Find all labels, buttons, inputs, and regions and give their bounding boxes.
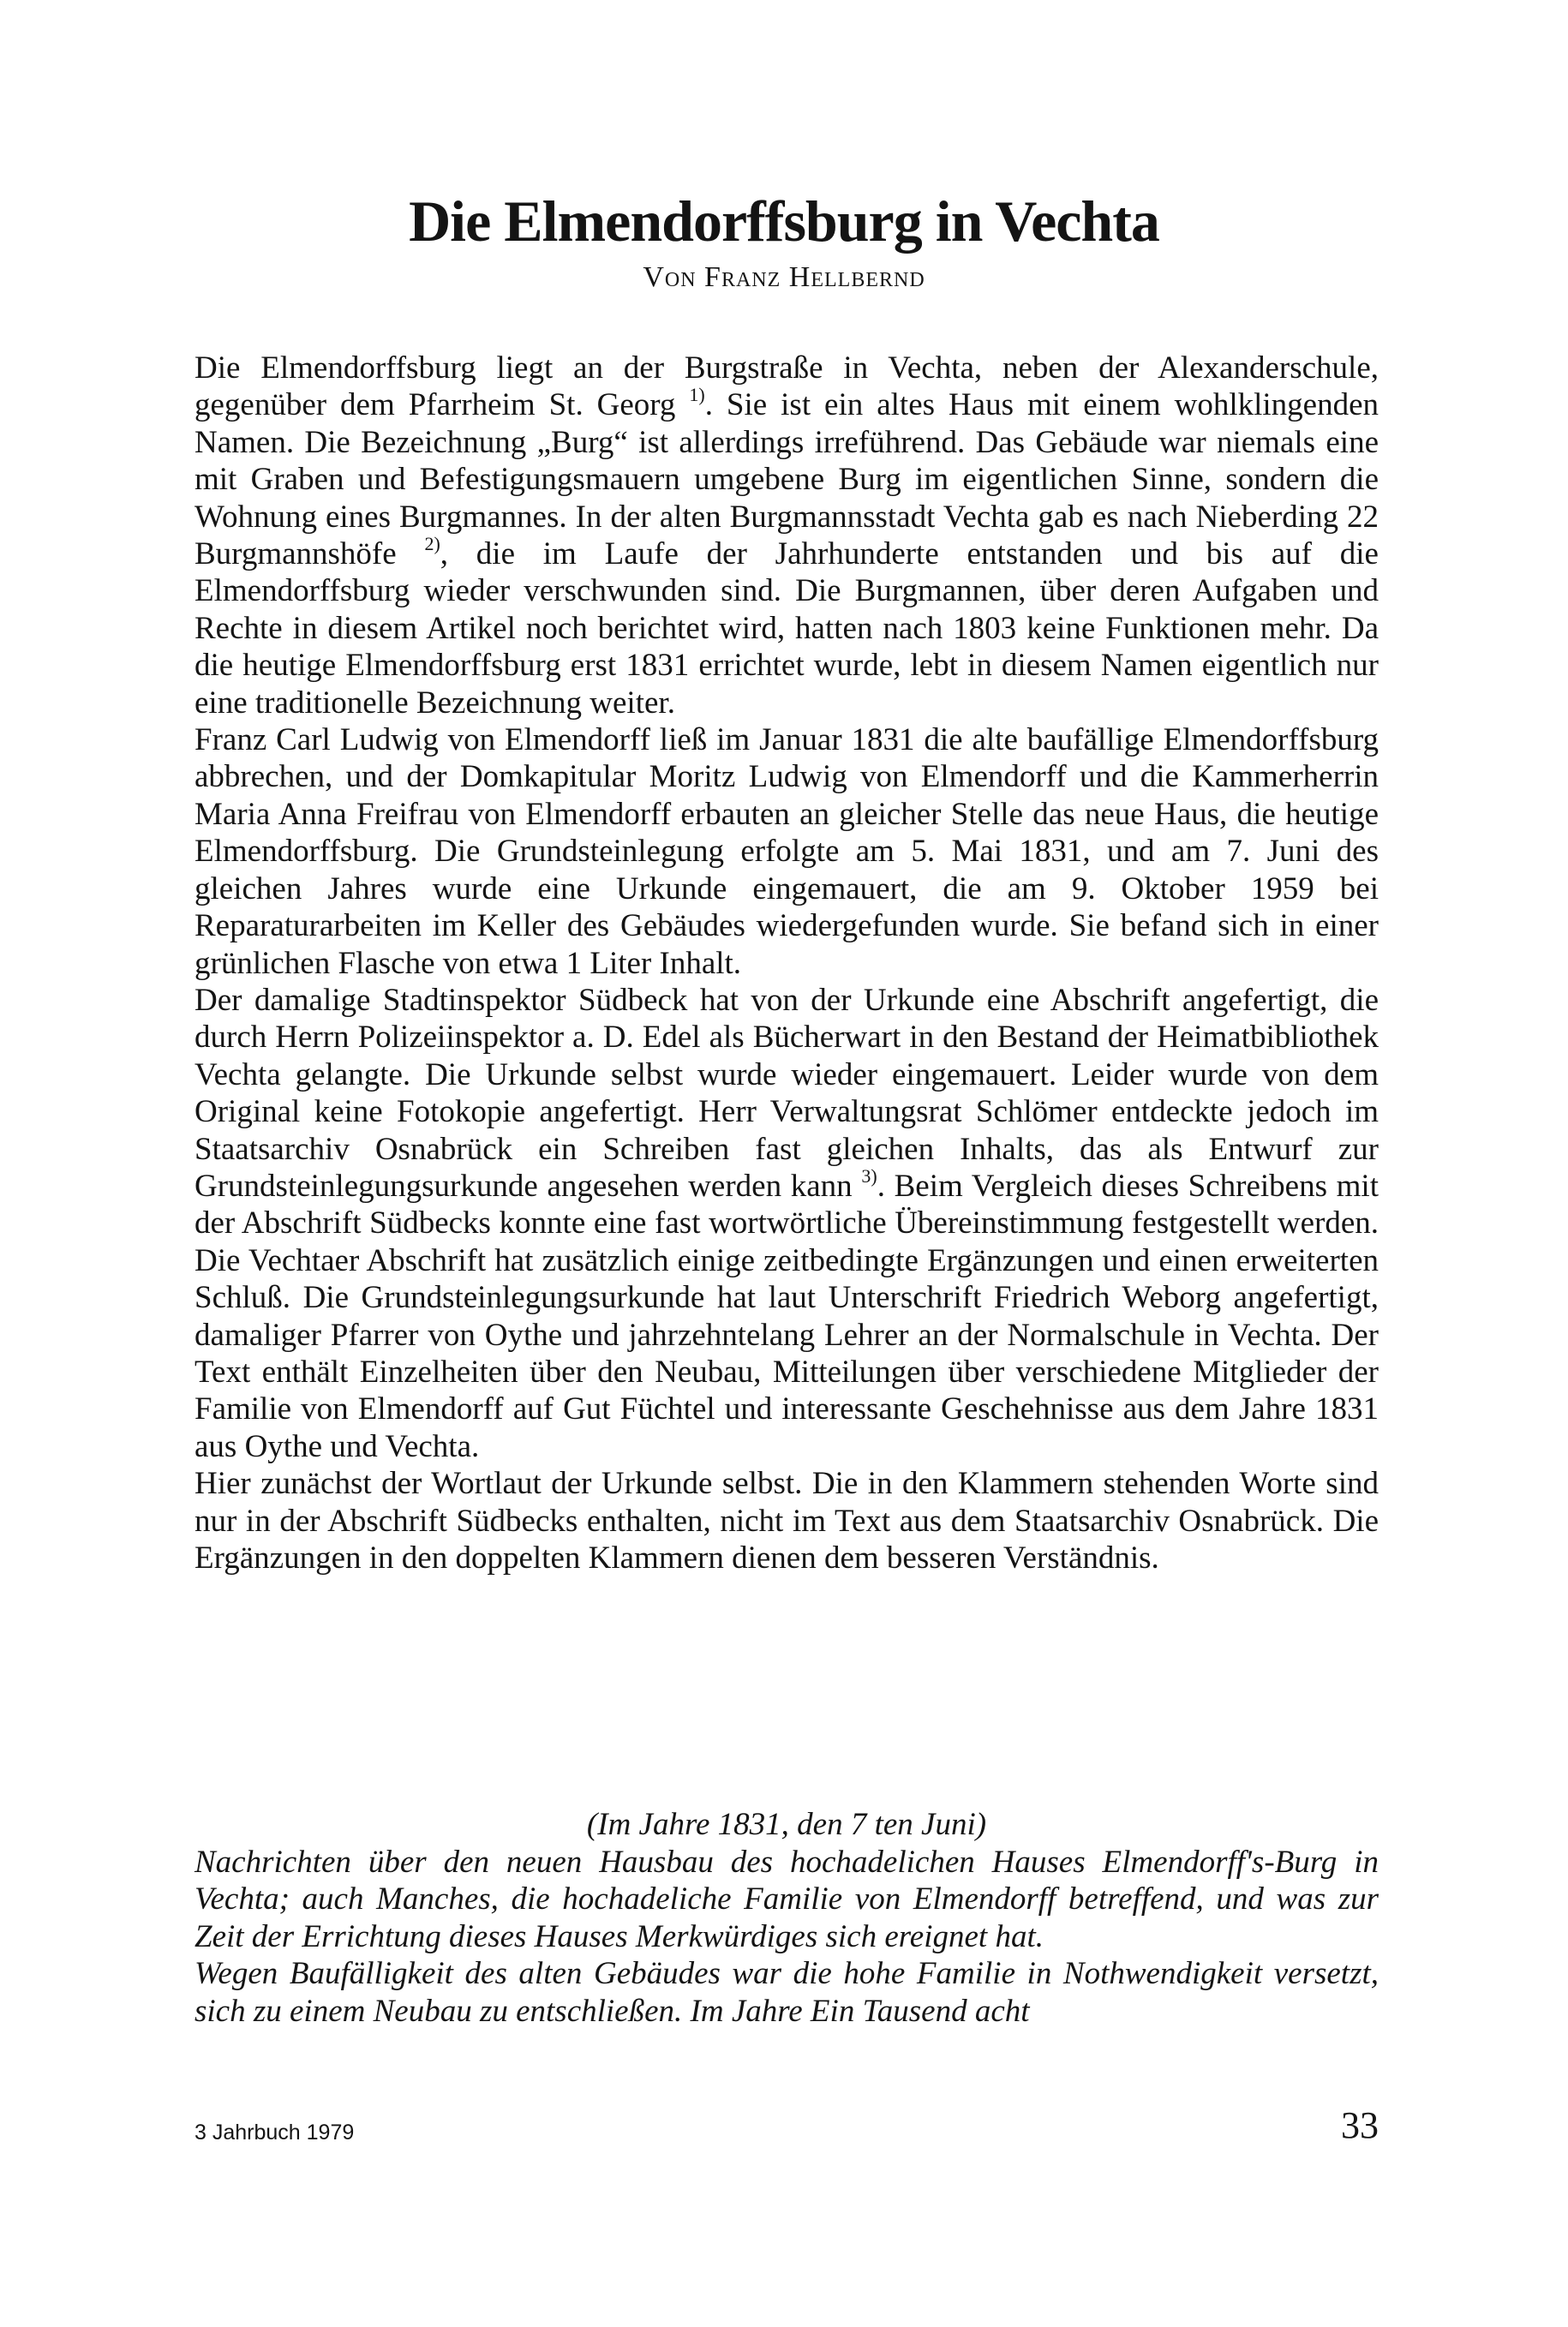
quote-paragraph-1: Nachrichten über den neuen Hausbau des hochadelichen Hauses Elmendorff's-Burg in Vechta; auch Manches, die hochadeliche Familie von Elmendorff betreffend, und was zur Zeit der Errichtung dieses Hauses Merkwürdiges sich ereignet hat. (195, 1844, 1379, 1954)
paragraph-3-text-a: Der damalige Stadtinspektor Südbeck hat von der Urkunde eine Abschrift angefertigt, die durch Herrn Polizeiinspektor a. D. Edel als Bücherwart in den Bestand der Heimatbibliothek Vechta gelangte. Die Urkunde selbst wurde wieder eingemauert. Leider wurde von dem Original keine Fotokopie angefertigt. Herr Verwaltungsrat Schlömer entdeckte jedoch im Staatsarchiv Osnabrück ein Schreiben fast gleichen Inhalts, das als Entwurf zur Grundsteinlegungsurkunde angesehen werden kann (195, 982, 1379, 1204)
paragraph-1 (195, 350, 1379, 721)
footnote-ref-3: 3) (861, 1164, 877, 1187)
footnote-ref-2: 2) (424, 533, 440, 555)
article-title: Die Elmendorffsburg in Vechta (409, 188, 1159, 254)
document-quote (195, 1806, 1379, 2031)
paragraph-2: Franz Carl Ludwig von Elmendorff ließ im Januar 1831 die alte baufällige Elmendorffsburg abbrechen, und der Domkapitular Moritz Ludwig von Elmendorff und die Kammerherrin Maria Anna Freifrau von Elmendorff erbauten an gleicher Stelle das neue Haus, die heutige Elmendorffsburg. Die Grundsteinlegung erfolgte am 5. Mai 1831, und am 7. Juni des gleichen Jahres wurde eine Urkunde eingemauert, die am 9. Oktober 1959 bei Reparaturarbeiten im Keller des Gebäudes wiedergefunden wurde. Sie befand sich in einer grünlichen Flasche von etwa 1 Liter Inhalt. (195, 722, 1379, 981)
quote-date-line: (Im Jahre 1831, den 7 ten Juni) (586, 1807, 987, 1842)
article-body (195, 350, 1379, 1576)
paragraph-3-text-b: . Beim Vergleich dieses Schreibens mit der Abschrift Südbecks konnte eine fast wortwörtliche Übereinstimmung festgestellt werden. Die Vechtaer Abschrift hat zusätzlich einige zeitbedingte Ergänzungen und einen erweiterten Schluß. Die Grundsteinlegungsurkunde hat laut Unterschrift Friedrich Weborg angefertigt, damaliger Pfarrer von Oythe und jahrzehntelang Lehrer an der Normalschule in Vechta. Der Text enthält Einzelheiten über den Neubau, Mitteilungen über verschiedene Mitglieder der Familie von Elmendorff auf Gut Füchtel und interessante Geschehnisse aus dem Jahre 1831 aus Oythe und Vechta. (195, 1168, 1379, 1464)
paragraph-4: Hier zunächst der Wortlaut der Urkunde selbst. Die in den Klammern stehenden Worte sind nur in der Abschrift Südbecks enthalten, nicht im Text aus dem Staatsarchiv Osnabrück. Die Ergänzungen in den doppelten Klammern dienen dem besseren Verständnis. (195, 1466, 1379, 1576)
paragraph-1-text-a: Die Elmendorffsburg liegt an der Burgstraße in Vechta, neben der Alexanderschule, gegenüber dem Pfarrheim St. Georg (195, 350, 1379, 423)
paragraph-1-text-c: , die im Laufe der Jahrhunderte entstanden und bis auf die Elmendorffsburg wieder verschwunden sind. Die Burgmannen, über deren Aufgaben und Rechte in diesem Artikel noch berichtet wird, hatten nach 1803 keine Funktionen mehr. Da die heutige Elmendorffsburg erst 1831 errichtet wurde, lebt in diesem Namen eigentlich nur eine traditionelle Bezeichnung weiter. (195, 536, 1379, 721)
paragraph-3 (195, 982, 1379, 1465)
footer-signature: 3 Jahrbuch 1979 (195, 2121, 355, 2145)
footnote-ref-1: 1) (689, 384, 705, 406)
paragraph-1-text-b: . Sie ist ein altes Haus mit einem wohlklingenden Namen. Die Bezeichnung „Burg“ ist allerdings irreführend. Das Gebäude war niemals eine mit Graben und Befestigungsmauern umgebene Burg im eigentlichen Sinne, sondern die Wohnung eines Burgmannes. In der alten Burgmannsstadt Vechta gab es nach Nieberding 22 Burgmannshöfe (195, 387, 1379, 572)
author-byline: Von Franz Hellbernd (643, 261, 925, 293)
quote-paragraph-2: Wegen Baufälligkeit des alten Gebäudes war die hohe Familie in Nothwendigkeit versetzt, sich zu einem Neubau zu entschließen. Im Jahre Ein Tausend acht (195, 1956, 1379, 2029)
page-number: 33 (1341, 2104, 1379, 2146)
